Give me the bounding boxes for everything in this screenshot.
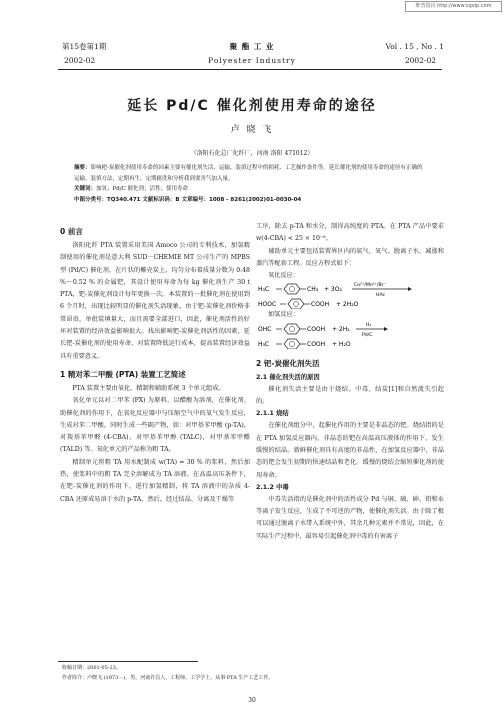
section-1-paragraph-2: 氧化单元以对二甲苯 (PX) 为原料，以醋酸为溶剂，在催化剂、助催化剂的作用下，在氧化反应器中与压缩空气中的氧气发生反应，生成对苯二甲酸，同时生成一些副产物，如：对甲基苯甲酸 (p-TA)，对羧基苯甲醛 (4-CBA)，对甲基苯甲醇 (TALC)，对甲基苯甲醛 (TALD) 等。氧化单元的产品称为粗 TA。 <box>60 397 250 454</box>
page-number: 30 <box>248 697 256 704</box>
article-title: 延长 Pd/C 催化剂使用寿命的途径 <box>127 98 377 114</box>
section-2-heading: 2 钯-炭催化剂失活 <box>256 358 320 368</box>
rxn2-byproduct: + H₂O <box>332 340 351 348</box>
rxn2-reagent: + 2H₂ <box>332 325 350 333</box>
rxn1-product-left: HOOC <box>258 301 277 309</box>
article-author: 卢 晓 飞 <box>230 125 274 135</box>
keywords-text: 加氢；Pd/C 催化剂；活性；使用寿命 <box>96 186 189 192</box>
oxidation-label: 氧化反应： <box>268 272 299 280</box>
benzene-ring-1 <box>284 284 300 294</box>
journal-issue: 第15卷第1期 <box>62 42 107 51</box>
left-column <box>60 221 250 506</box>
section-2-1-heading: 2.1 催化剂失活的原因 <box>256 373 320 381</box>
section-2-1-1-heading: 2.1.1 烧结 <box>256 410 289 418</box>
rxn2-product-left: H₃C <box>258 340 270 348</box>
rxn1-reagent: + 3O₂ <box>324 286 342 294</box>
header-rule <box>58 69 442 70</box>
watermark: 维普资讯 http://www.cqvip.com <box>405 1 502 12</box>
footnote-author-bio: 作者简介：卢晓飞 (1973－)，男，河南许昌人，工程师，工学学士，从事 PTA 生产工艺工作。 <box>62 675 274 681</box>
rxn2-reactant-right: COOH <box>307 325 326 333</box>
abstract-text: 影响耙-炭催化剂使用寿命的因素主要有催化剂失活、运输、装填过程中的损耗、工艺操作条件等。延长催化剂的使用寿命的途径有正确的运输、装填方法，定期再生，定期耐洗和分析我到要害气加入量。 <box>74 165 423 182</box>
hydrogenation-reaction <box>256 322 444 349</box>
section-1-paragraph-1: PTA 装置主要由氧化、精制和辅助系统 3 个单元组成。 <box>72 384 225 392</box>
journal-name-en: Polyester Industry <box>208 56 296 65</box>
keywords-label: 关键词： <box>74 186 97 192</box>
section-0-heading: 0 前言 <box>60 227 83 236</box>
section-2-1-paragraph: 催化剂失活主要是由于烧结、中毒、结炭[1]和自然流失引起的。 <box>256 385 444 406</box>
rxn1-product-right: COOH <box>311 301 330 309</box>
section-0-paragraph: 洛阳化纤 PTA 装置采用美国 Amoco 公司的专利技术，加氢精制使用的催化剂是意大利 SUD－CHEMIE MT 公司生产的 MPBS 型 (Pd/C) 催化剂，在片状的椰壳炭上，均匀分布着质量分数为 0.48 %～0.52 % 的金属钯，其设计使用寿命为每 kg 催化剂生产 30 t PTA，钯-炭催化剂设计每年更换一次。本装置的一批催化剂在使用到 6 个月时，出现比较明显的催化剂失活现象。由于钯-炭催化剂价格非常昂贵，单批装填量大，而且需要全部进口，因此，催化剂活性的好坏对装置的经济效益影响很大。找出影响钯-炭催化剂活性的因素，延长钯-炭催化剂的使用寿命，对装置降低运行成本，提高装置经济效益具有重要意义。 <box>60 242 250 360</box>
section-2-1-2-heading: 2.1.2 中毒 <box>256 483 289 491</box>
abstract-block <box>74 163 424 205</box>
section-1-heading: 1 精对苯二甲酸 (PTA) 装置工艺简述 <box>60 369 186 379</box>
section-2-1-1-paragraph: 在催化剂组分中，起催化作用的主要是非晶态的钯。烧结指的是在 PTA 加氢反应器内，非晶态的钯在高温高压液体的作用下，发生缓慢的结晶。新鲜催化剂具有高度的非晶性，在加氢反应器中，非晶态的钯会发生初期的快速结晶和老化。缓慢的烧结会缩短催化剂的使用寿命。 <box>256 422 444 479</box>
rxn1-catalyst: Co²⁺/Mn²⁺/Br⁻ <box>354 283 386 289</box>
hydrogenation-label: 加氢反应： <box>268 311 299 319</box>
rxn2-catalyst-bottom: Pd/C <box>362 332 373 338</box>
rxn2-catalyst-top: H₂ <box>366 322 372 328</box>
journal-date-left: 2002-02 <box>64 56 96 65</box>
benzene-ring-4 <box>284 339 300 349</box>
benzene-ring-2 <box>288 299 304 309</box>
article-affiliation: （洛阳石化总厂化纤厂，河南 洛阳 471012） <box>190 150 314 157</box>
rxn1-reactant-left: H₃C <box>258 286 270 294</box>
rxn1-reactant-right: CH₃ <box>307 286 319 294</box>
benzene-ring-3 <box>284 324 300 334</box>
right-column <box>256 221 444 543</box>
journal-date-right: 2002-02 <box>404 56 436 65</box>
oxidation-reaction-diagram <box>256 282 444 309</box>
rxn1-byproduct: + 2H₂O <box>336 301 359 309</box>
oxidation-reaction <box>256 282 444 309</box>
footnote-received: 收稿日期：2001-05-23。 <box>62 665 121 671</box>
rxn1-solvent: HAc <box>376 293 386 299</box>
section-2-1-2-paragraph: 中毒失活指的是催化剂中的活性成分 Pd 与铜、硫、砷、铅和汞等离子发生反应，生成了不可逆的产物，使催化剂失活。由于除了极可以通过脱离子水带入系统中外，其余几种元素并不常见，因此，在实际生产过程中，最容易引起催化剂中毒的有害离子 <box>256 495 444 540</box>
auxiliary-paragraph: 辅助单元主要包括装置界区内的氮气、氧气、脱离子水、减涨和蒸汽等配套工程。反应方程式如下： <box>256 247 444 267</box>
journal-volume: Vol . 15 , No . 1 <box>385 42 444 51</box>
section-1-paragraph-3: 精制单元将粗 TA 用水配制成 w(TA) = 30 % 的浆料，然后加热，使浆料中的粗 TA 完全溶解成为 TA 溶液。在高温高压条件下，在钯-炭催化剂的作用下，进行加氢精制，将 TA 溶液中的杂质 4-CBA 还原成易溶于水的 p-TA，然后，经过结晶、分离及干燥等 <box>60 458 250 503</box>
footnote-rule <box>58 661 198 662</box>
rxn2-reactant-left: OHC <box>258 325 272 333</box>
journal-name: 聚 酯 工 业 <box>229 42 275 51</box>
rxn2-product-right: COOH <box>307 340 326 348</box>
continued-paragraph: 工序，除去 p-TA 和水分，制得高纯度的 PTA。在 PTA 产品中要求 w(4-CBA) < 25 × 10⁻⁶。 <box>256 223 444 243</box>
hydrogenation-reaction-diagram <box>256 322 444 349</box>
classification-line: 中图分类号：TQ340.471 文献标识码：B 文章编号：1008 - 8261(2002)01-0030-04 <box>74 196 302 203</box>
abstract-label: 摘要： <box>74 165 91 171</box>
